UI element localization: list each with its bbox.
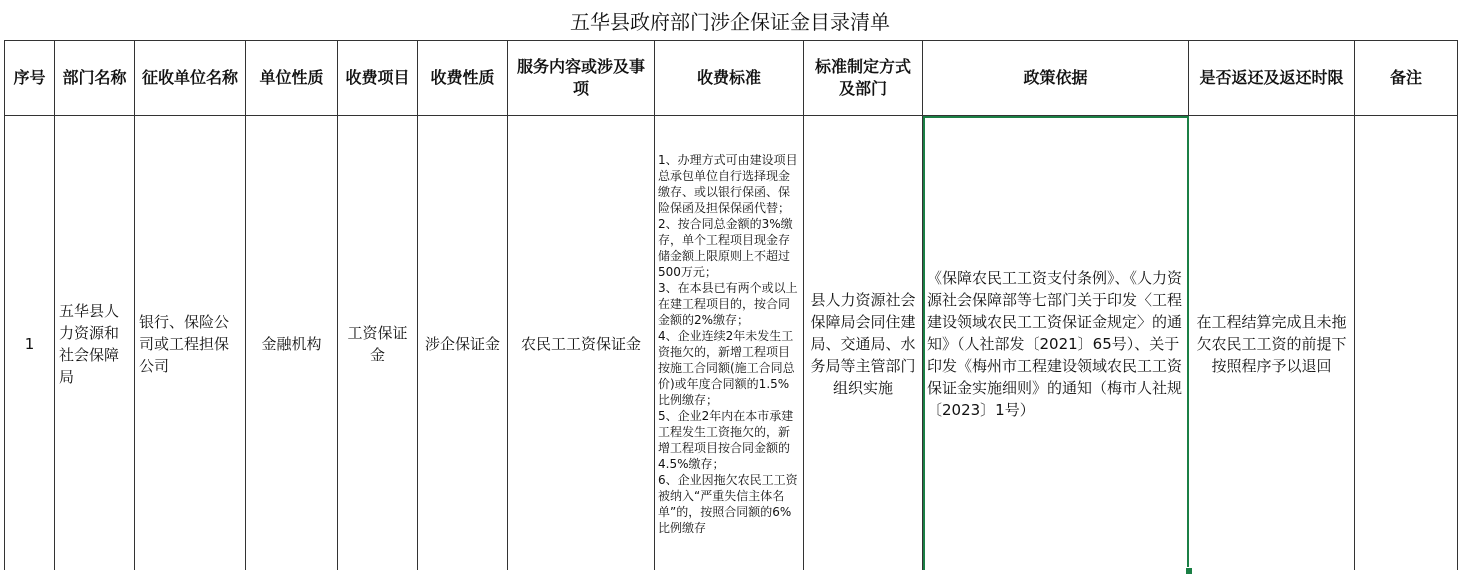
header-dept[interactable]: 部门名称 (55, 41, 135, 116)
header-collector[interactable]: 征收单位名称 (135, 41, 246, 116)
header-standard[interactable]: 收费标准 (655, 41, 804, 116)
cell-remark[interactable] (1355, 116, 1458, 573)
cell-seq[interactable]: 1 (5, 116, 55, 573)
cell-standard[interactable]: 1、办理方式可由建设项目总承包单位自行选择现金缴存、或以银行保函、保险保函及担保保函代替； 2、按合同总金额的3%缴存，单个工程项目现金存储金额上限原则上不超过500万元； 3、在本县已有两个或以上在建工程项目的，按合同金额的2%缴存； 4、企业连续2年未发生工资拖欠的，新增工程项目按施工合同额(施工合同总价)或年度合同额的1.5%比例缴存； 5、企业2年内在本市承建工程发生工资拖欠的，新增工程项目按合同金额的4.5%缴存； 6、企业因拖欠农民工工资被纳入“严重失信主体名单”的，按照合同额的6%比例缴存 (655, 116, 804, 573)
table-row (5, 116, 1458, 573)
cell-set-by[interactable]: 县人力资源社会保障局会同住建局、交通局、水务局等主管部门组织实施 (804, 116, 923, 573)
header-refund[interactable]: 是否返还及返还时限 (1189, 41, 1355, 116)
header-policy[interactable]: 政策依据 (923, 41, 1189, 116)
header-seq[interactable]: 序号 (5, 41, 55, 116)
cell-dept[interactable]: 五华县人力资源和社会保障局 (55, 116, 135, 573)
cell-fee-type[interactable]: 涉企保证金 (418, 116, 508, 573)
cell-policy-selected[interactable]: 《保障农民工工资支付条例》、《人力资源社会保障部等七部门关于印发〈工程建设领域农民工工资保证金规定〉的通知》（人社部发〔2021〕65号）、关于印发《梅州市工程建设领域农民工工资保证金实施细则》的通知（梅市人社规〔2023〕1号） (923, 116, 1189, 573)
cell-unit-type[interactable]: 金融机构 (246, 116, 338, 573)
header-fee-type[interactable]: 收费性质 (418, 41, 508, 116)
cell-service[interactable]: 农民工工资保证金 (508, 116, 655, 573)
fill-handle[interactable] (1185, 567, 1193, 575)
cell-collector[interactable]: 银行、保险公司或工程担保公司 (135, 116, 246, 573)
header-set-by[interactable]: 标准制定方式及部门 (804, 41, 923, 116)
header-unit-type[interactable]: 单位性质 (246, 41, 338, 116)
catalog-table (4, 40, 1458, 573)
cell-refund[interactable]: 在工程结算完成且未拖欠农民工工资的前提下按照程序予以退回 (1189, 116, 1355, 573)
next-row-strip (0, 570, 1460, 577)
table-header-row (5, 41, 1458, 116)
header-service[interactable]: 服务内容或涉及事项 (508, 41, 655, 116)
header-fee-item[interactable]: 收费项目 (338, 41, 418, 116)
cell-fee-item[interactable]: 工资保证金 (338, 116, 418, 573)
header-remark[interactable]: 备注 (1355, 41, 1458, 116)
sheet-title: 五华县政府部门涉企保证金目录清单 (570, 9, 890, 34)
